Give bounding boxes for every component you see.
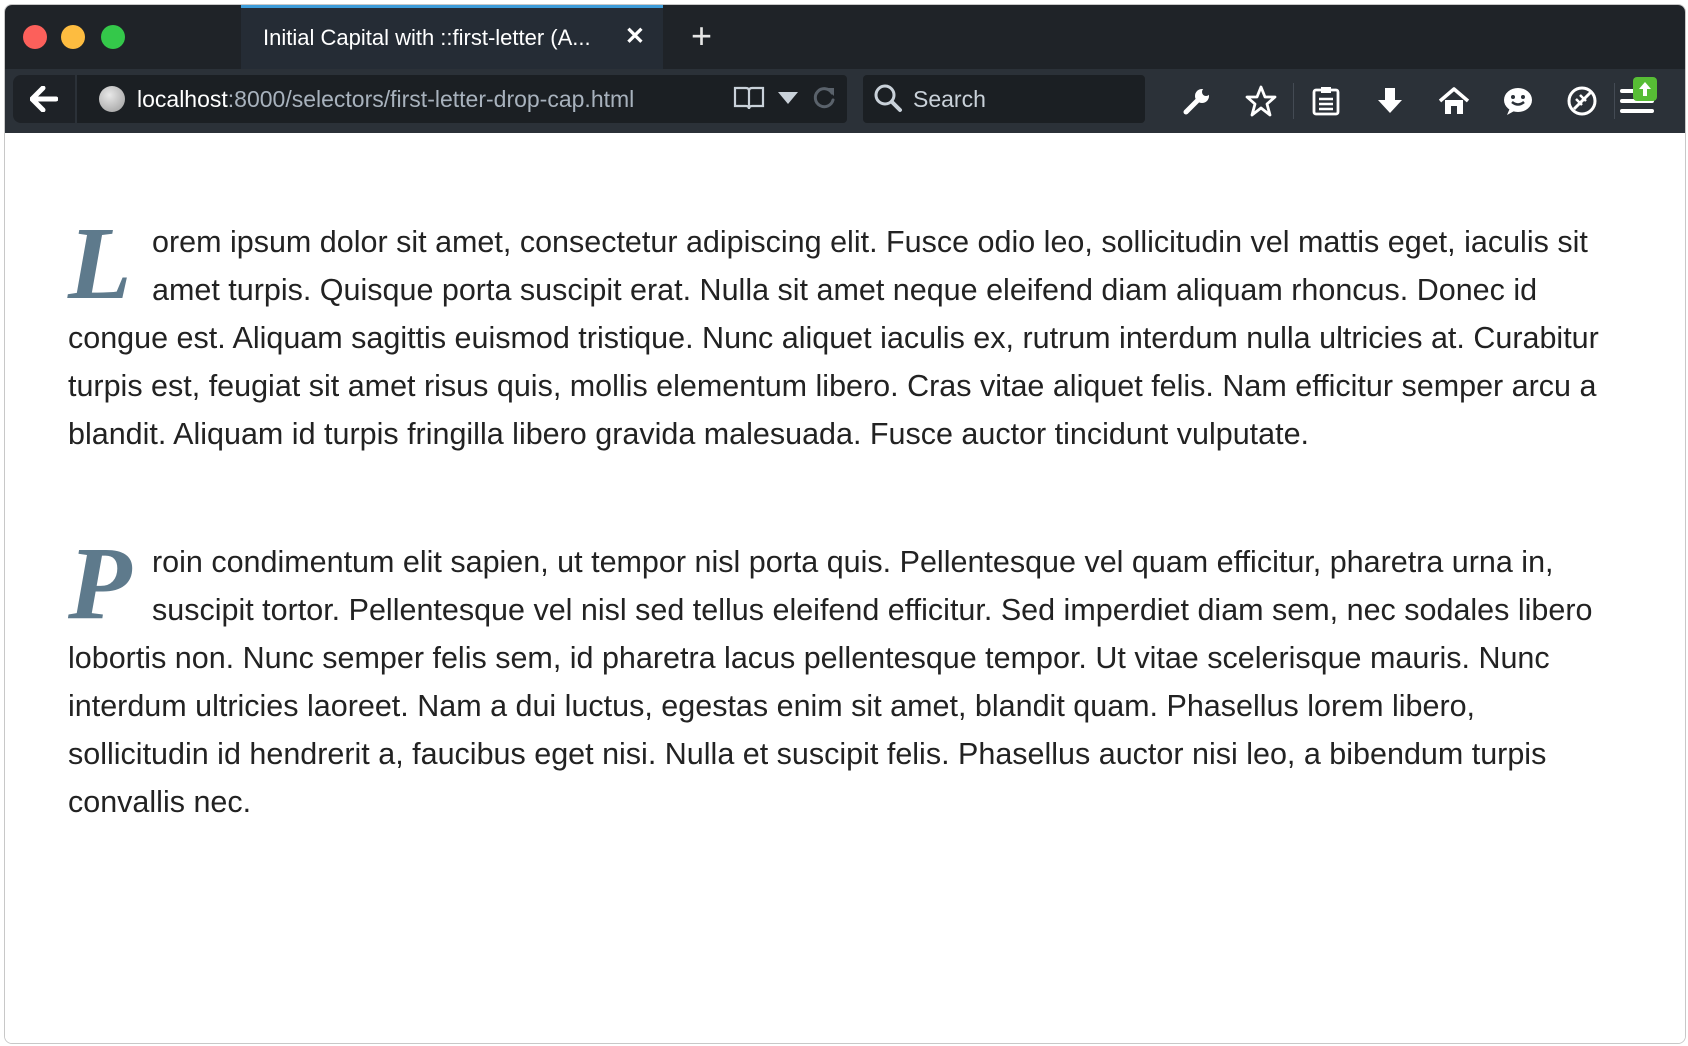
drop-cap-initial: P (68, 526, 132, 641)
arrow-up-icon (1638, 81, 1652, 97)
search-input[interactable]: Search (913, 86, 986, 112)
back-arrow-icon (30, 86, 58, 112)
browser-window (4, 4, 1686, 1044)
close-tab-icon[interactable]: ✕ (624, 23, 645, 50)
search-icon (873, 83, 903, 118)
main-menu-button[interactable] (1609, 77, 1665, 125)
bookmarks-menu-button[interactable] (1294, 77, 1358, 125)
paragraph-2 (68, 526, 1608, 826)
tab-active[interactable] (241, 5, 663, 69)
search-bar[interactable] (863, 75, 1145, 123)
url-bar-actions (733, 85, 837, 111)
url-path: :8000/selectors/first-letter-drop-cap.html (227, 86, 635, 112)
chevron-down-icon[interactable] (777, 90, 799, 106)
url-text[interactable] (137, 86, 634, 113)
zoom-window-button[interactable] (101, 25, 125, 49)
url-host: localhost (137, 86, 228, 112)
pocket-icon (1566, 85, 1598, 117)
paragraph-text: roin condimentum elit sapien, ut tempor nisl porta quis. Pellentesque vel quam efficitur, pharetra urna in, suscipit tortor. Pellentesque vel nisl sed tellus eleifend efficitur. Sed imperdiet diam sem, nec sodales libero lobortis non. Nunc semper felis sem, id pharetra lacus pellentesque tempor. Ut vitae scelerisque mauris. Nunc interdum ultricies laoreet. Nam a dui luctus, egestas enim sit amet, blandit quam. Phasellus lorem libero, sollicitudin id hendrerit a, faucibus eget nisi. Nulla et suscipit felis. Phasellus auctor nisi leo, a bibendum turpis convallis nec. (68, 545, 1593, 819)
close-window-button[interactable] (23, 25, 47, 49)
bookmark-button[interactable] (1229, 77, 1293, 125)
new-tab-button[interactable]: + (691, 15, 713, 56)
clipboard-icon (1312, 86, 1340, 116)
drop-cap-initial: L (68, 206, 132, 321)
chat-button[interactable] (1486, 77, 1550, 125)
reader-view-icon[interactable] (733, 85, 765, 111)
wrench-icon (1182, 86, 1212, 116)
downloads-button[interactable] (1358, 77, 1422, 125)
nav-toolbar (5, 69, 1685, 134)
home-button[interactable] (1422, 77, 1486, 125)
minimize-window-button[interactable] (61, 25, 85, 49)
globe-icon (99, 86, 125, 112)
back-button[interactable] (13, 75, 75, 123)
star-icon (1245, 85, 1277, 117)
download-icon (1376, 86, 1404, 116)
url-bar[interactable] (77, 75, 847, 123)
reload-icon[interactable] (811, 85, 837, 111)
developer-tools-button[interactable] (1165, 77, 1229, 125)
toolbar-icons (1165, 77, 1615, 125)
update-badge (1633, 77, 1657, 101)
chat-icon (1502, 86, 1534, 116)
pocket-button[interactable] (1550, 77, 1614, 125)
tab-title: Initial Capital with ::first-letter (A... (263, 25, 591, 50)
home-icon (1438, 86, 1470, 116)
title-bar (5, 5, 1685, 69)
paragraph-text: orem ipsum dolor sit amet, consectetur adipiscing elit. Fusce odio leo, sollicitudin vel mattis eget, iaculis sit amet turpis. Quisque porta suscipit erat. Nulla sit amet neque eleifend diam aliquam rhoncus. Donec id congue est. Aliquam sagittis euismod tristique. Nunc aliquet iaculis ex, rutrum interdum nulla ultricies at. Curabitur turpis est, feugiat sit amet risus quis, mollis elementum libero. Cras vitae aliquet felis. Nam efficitur semper arcu a blandit. Aliquam id turpis fringilla libero gravida malesuada. Fusce auctor tincidunt vulputate. (68, 225, 1599, 451)
paragraph-1 (68, 206, 1608, 458)
page-content (5, 133, 1685, 1043)
